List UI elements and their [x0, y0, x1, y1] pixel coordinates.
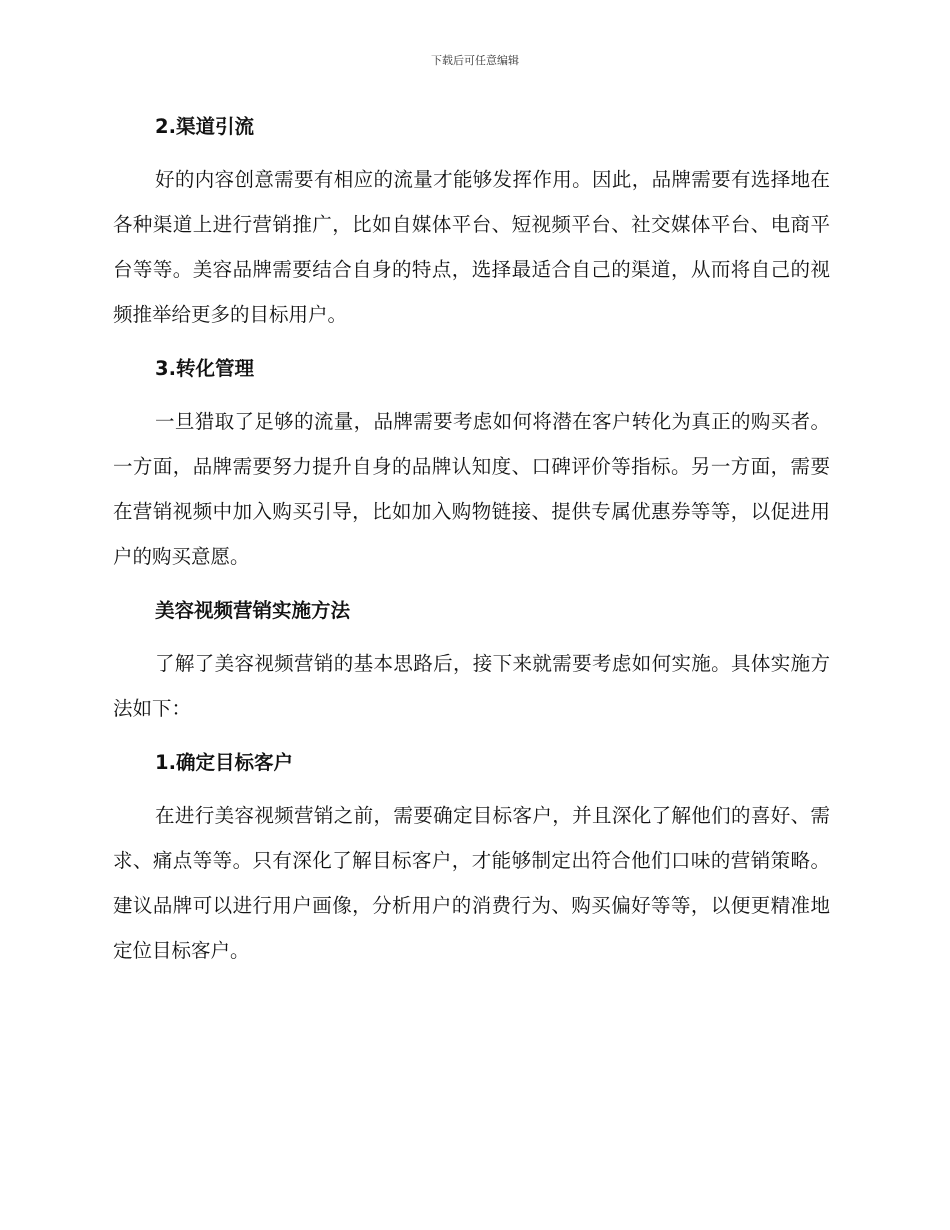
section-heading-target-customers: 1.确定目标客户: [155, 751, 293, 774]
section-paragraph-conversion-management: 一旦猎取了足够的流量，品牌需要考虑如何将潜在客户转化为真正的购买者。一方面，品牌需要努力提升自身的品牌认知度、口碑评价等指标。另一方面，需要在营销视频中加入购买引导，比如加入购物链接、提供专属优惠券等等，以促进用户的购买意愿。: [113, 410, 830, 568]
section-paragraph-implementation-methods: 了解了美容视频营销的基本思路后，接下来就需要考虑如何实施。具体实施方法如下：: [113, 652, 830, 720]
section-heading-implementation-methods: 美容视频营销实施方法: [155, 599, 351, 622]
section-heading-channel-traffic: 2.渠道引流: [155, 115, 254, 138]
section-paragraph-channel-traffic: 好的内容创意需要有相应的流量才能够发挥作用。因此，品牌需要有选择地在各种渠道上进行营销推广，比如自媒体平台、短视频平台、社交媒体平台、电商平台等等。美容品牌需要结合自身的特点，选择最适合自己的渠道，从而将自己的视频推举给更多的目标用户。: [113, 168, 830, 326]
section-heading-conversion-management: 3.转化管理: [155, 357, 254, 380]
document-body: [113, 112, 830, 973]
page-header-note: 下载后可任意编辑: [431, 54, 519, 67]
section-paragraph-target-customers: 在进行美容视频营销之前，需要确定目标客户，并且深化了解他们的喜好、需求、痛点等等。只有深化了解目标客户，才能够制定出符合他们口味的营销策略。建议品牌可以进行用户画像，分析用户的消费行为、购买偏好等等，以便更精准地定位目标客户。: [113, 804, 830, 962]
